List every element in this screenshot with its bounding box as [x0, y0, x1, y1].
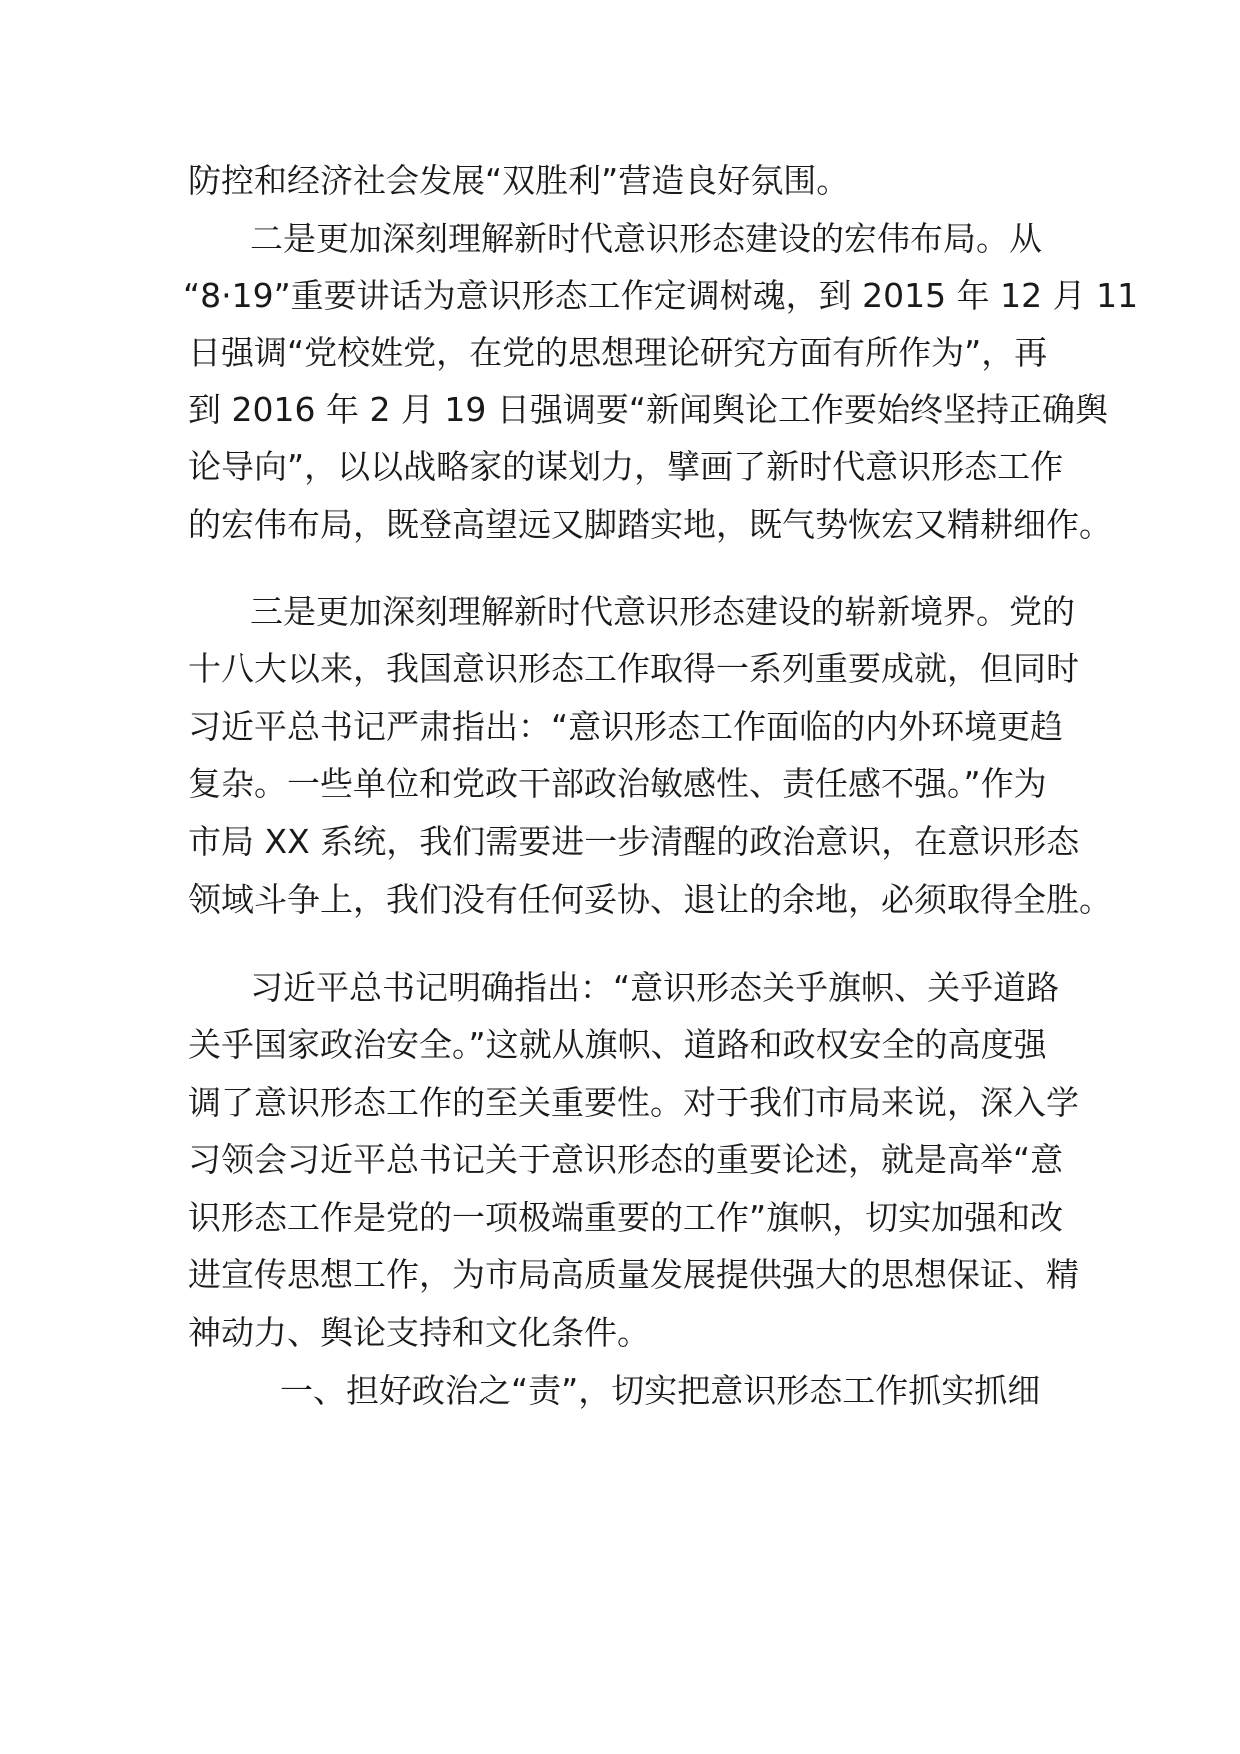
body-text-line: 关乎国家政治安全。”这就从旗帜、道路和政权安全的高度强	[188, 1025, 1047, 1064]
body-text-line: 习领会习近平总书记关于意识形态的重要论述，就是高举“意	[188, 1140, 1064, 1179]
body-text-line: 调了意识形态工作的至关重要性。对于我们市局来说，深入学	[188, 1083, 1079, 1122]
body-text-line: 领域斗争上，我们没有任何妥协、退让的余地，必须取得全胜。	[188, 880, 1112, 919]
body-text-line: 的宏伟布局，既登高望远又脚踏实地，既气势恢宏又精耕细作。	[188, 505, 1112, 544]
body-text-line: 市局 XX 系统，我们需要进一步清醒的政治意识，在意识形态	[188, 822, 1080, 861]
paragraph-first-line: 习近平总书记明确指出：“意识形态关乎旗帜、关乎道路	[250, 968, 1060, 1007]
body-text-line: 十八大以来，我国意识形态工作取得一系列重要成就，但同时	[188, 649, 1079, 688]
paragraph-first-line: 三是更加深刻理解新时代意识形态建设的崭新境界。党的	[250, 592, 1075, 631]
body-text-line: 到 2016 年 2 月 19 日强调要“新闻舆论工作要始终坚持正确舆	[188, 390, 1109, 429]
body-text-line: 日强调“党校姓党，在党的思想理论研究方面有所作为”，再	[188, 333, 1048, 372]
body-text-line: 识形态工作是党的一项极端重要的工作”旗帜，切实加强和改	[188, 1198, 1064, 1237]
body-text-line: 习近平总书记严肃指出：“意识形态工作面临的内外环境更趋	[188, 707, 1064, 746]
body-text-line: 复杂。一些单位和党政干部政治敏感性、责任感不强。”作为	[188, 764, 1047, 803]
body-text-line: 论导向”，以以战略家的谋划力，擘画了新时代意识形态工作	[188, 447, 1064, 486]
paragraph-first-line: 二是更加深刻理解新时代意识形态建设的宏伟布局。从	[250, 219, 1042, 258]
section-heading: 一、担好政治之“责”，切实把意识形态工作抓实抓细	[280, 1371, 1041, 1410]
body-text-line: 神动力、舆论支持和文化条件。	[188, 1313, 650, 1352]
body-text-line: “8·19”重要讲话为意识形态工作定调树魂，到 2015 年 12 月 11	[183, 276, 1139, 315]
body-text-line: 防控和经济社会发展“双胜利”营造良好氛围。	[188, 161, 850, 200]
body-text-line: 进宣传思想工作，为市局高质量发展提供强大的思想保证、精	[188, 1255, 1079, 1294]
